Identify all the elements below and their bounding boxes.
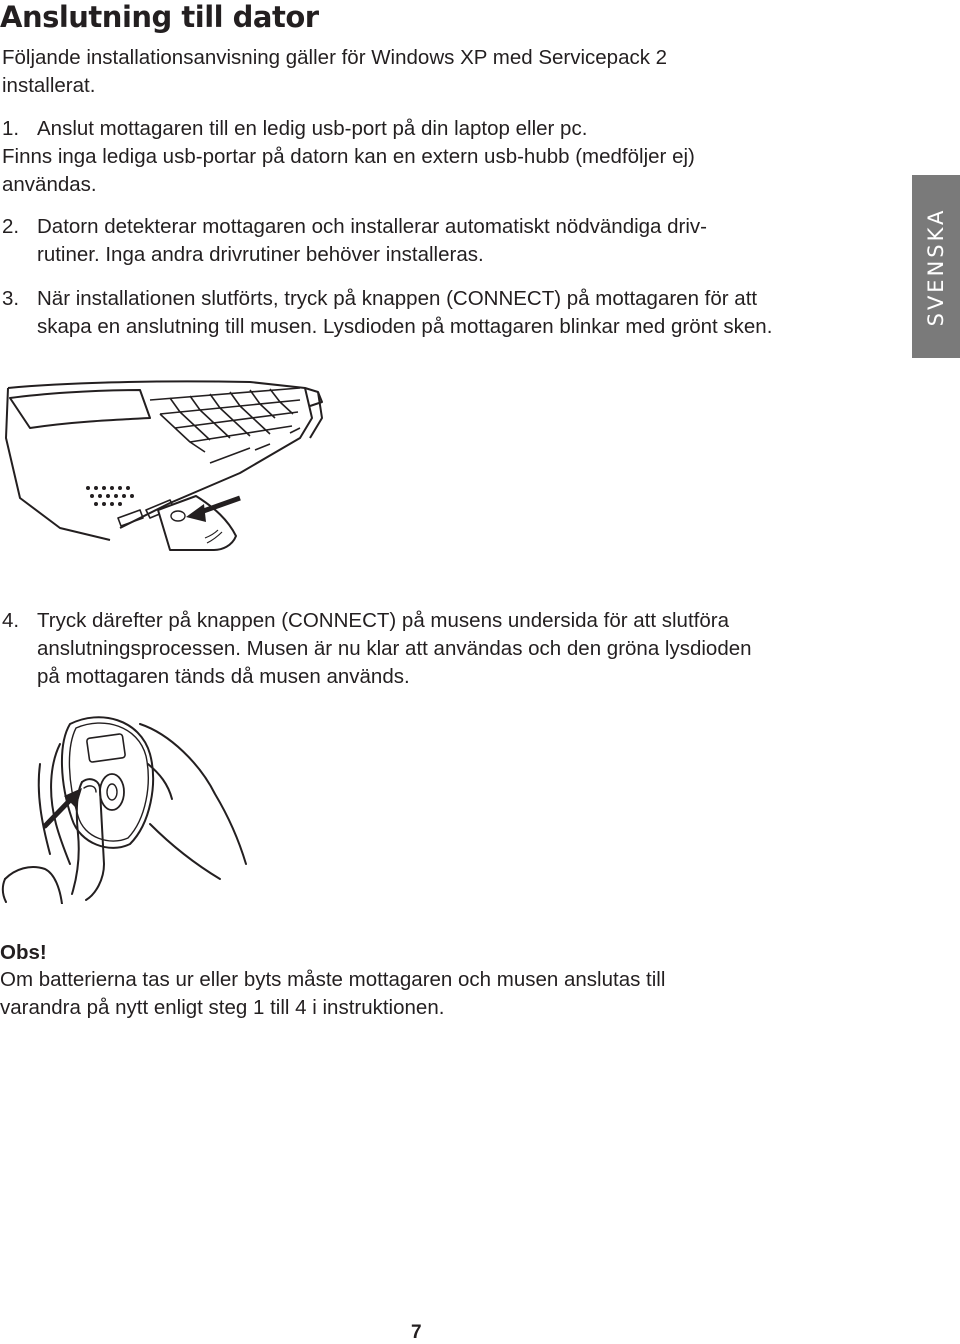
- step-text: [37, 285, 772, 341]
- language-tab: [912, 175, 960, 358]
- mouse-connect-illustration: [0, 704, 250, 904]
- page-title: Anslutning till dator: [0, 0, 319, 34]
- step-line: Finns inga lediga usb-portar på datorn kan en extern usb-hubb (medföljer ej): [2, 145, 695, 168]
- step-number: 1.: [2, 117, 20, 140]
- step-text: [37, 213, 707, 269]
- step-line: rutiner. Inga andra drivrutiner behöver installeras.: [37, 243, 484, 266]
- step-line: anslutningsprocessen. Musen är nu klar att användas och den gröna lysdioden: [37, 637, 752, 660]
- note-line: Om batterierna tas ur eller byts måste mottagaren och musen anslutas till: [0, 968, 666, 991]
- step-line: användas.: [2, 173, 97, 196]
- intro-line: Följande installationsanvisning gäller för Windows XP med Servicepack 2: [2, 46, 668, 69]
- note-text: [0, 966, 665, 1022]
- step-number: 4.: [2, 609, 20, 632]
- step-number: 2.: [2, 215, 20, 238]
- laptop-usb-illustration: [0, 378, 330, 580]
- step-text: [37, 115, 587, 143]
- step-number: 3.: [2, 287, 20, 310]
- note-line: varandra på nytt enligt steg 1 till 4 i instruktionen.: [0, 996, 445, 1019]
- step-continuation: [2, 143, 695, 199]
- step-line: När installationen slutförts, tryck på knappen (CONNECT) på mottagaren för att: [37, 287, 758, 310]
- step-line: Anslut mottagaren till en ledig usb-port på din laptop eller pc.: [37, 117, 588, 140]
- step-line: på mottagaren tänds då musen används.: [37, 665, 410, 688]
- step-line: Tryck därefter på knappen (CONNECT) på musens undersida för att slutföra: [37, 609, 729, 632]
- language-tab-label: SVENSKA: [924, 207, 948, 326]
- step-line: Datorn detekterar mottagaren och installerar automatiskt nödvändiga driv-: [37, 215, 708, 238]
- step-text: [37, 607, 752, 691]
- intro-paragraph: [2, 44, 802, 100]
- step-line: skapa en anslutning till musen. Lysdioden på mottagaren blinkar med grönt sken.: [37, 315, 773, 338]
- intro-line: installerat.: [2, 74, 96, 97]
- page-number: 7: [411, 1322, 422, 1343]
- note-heading: Obs!: [0, 941, 47, 964]
